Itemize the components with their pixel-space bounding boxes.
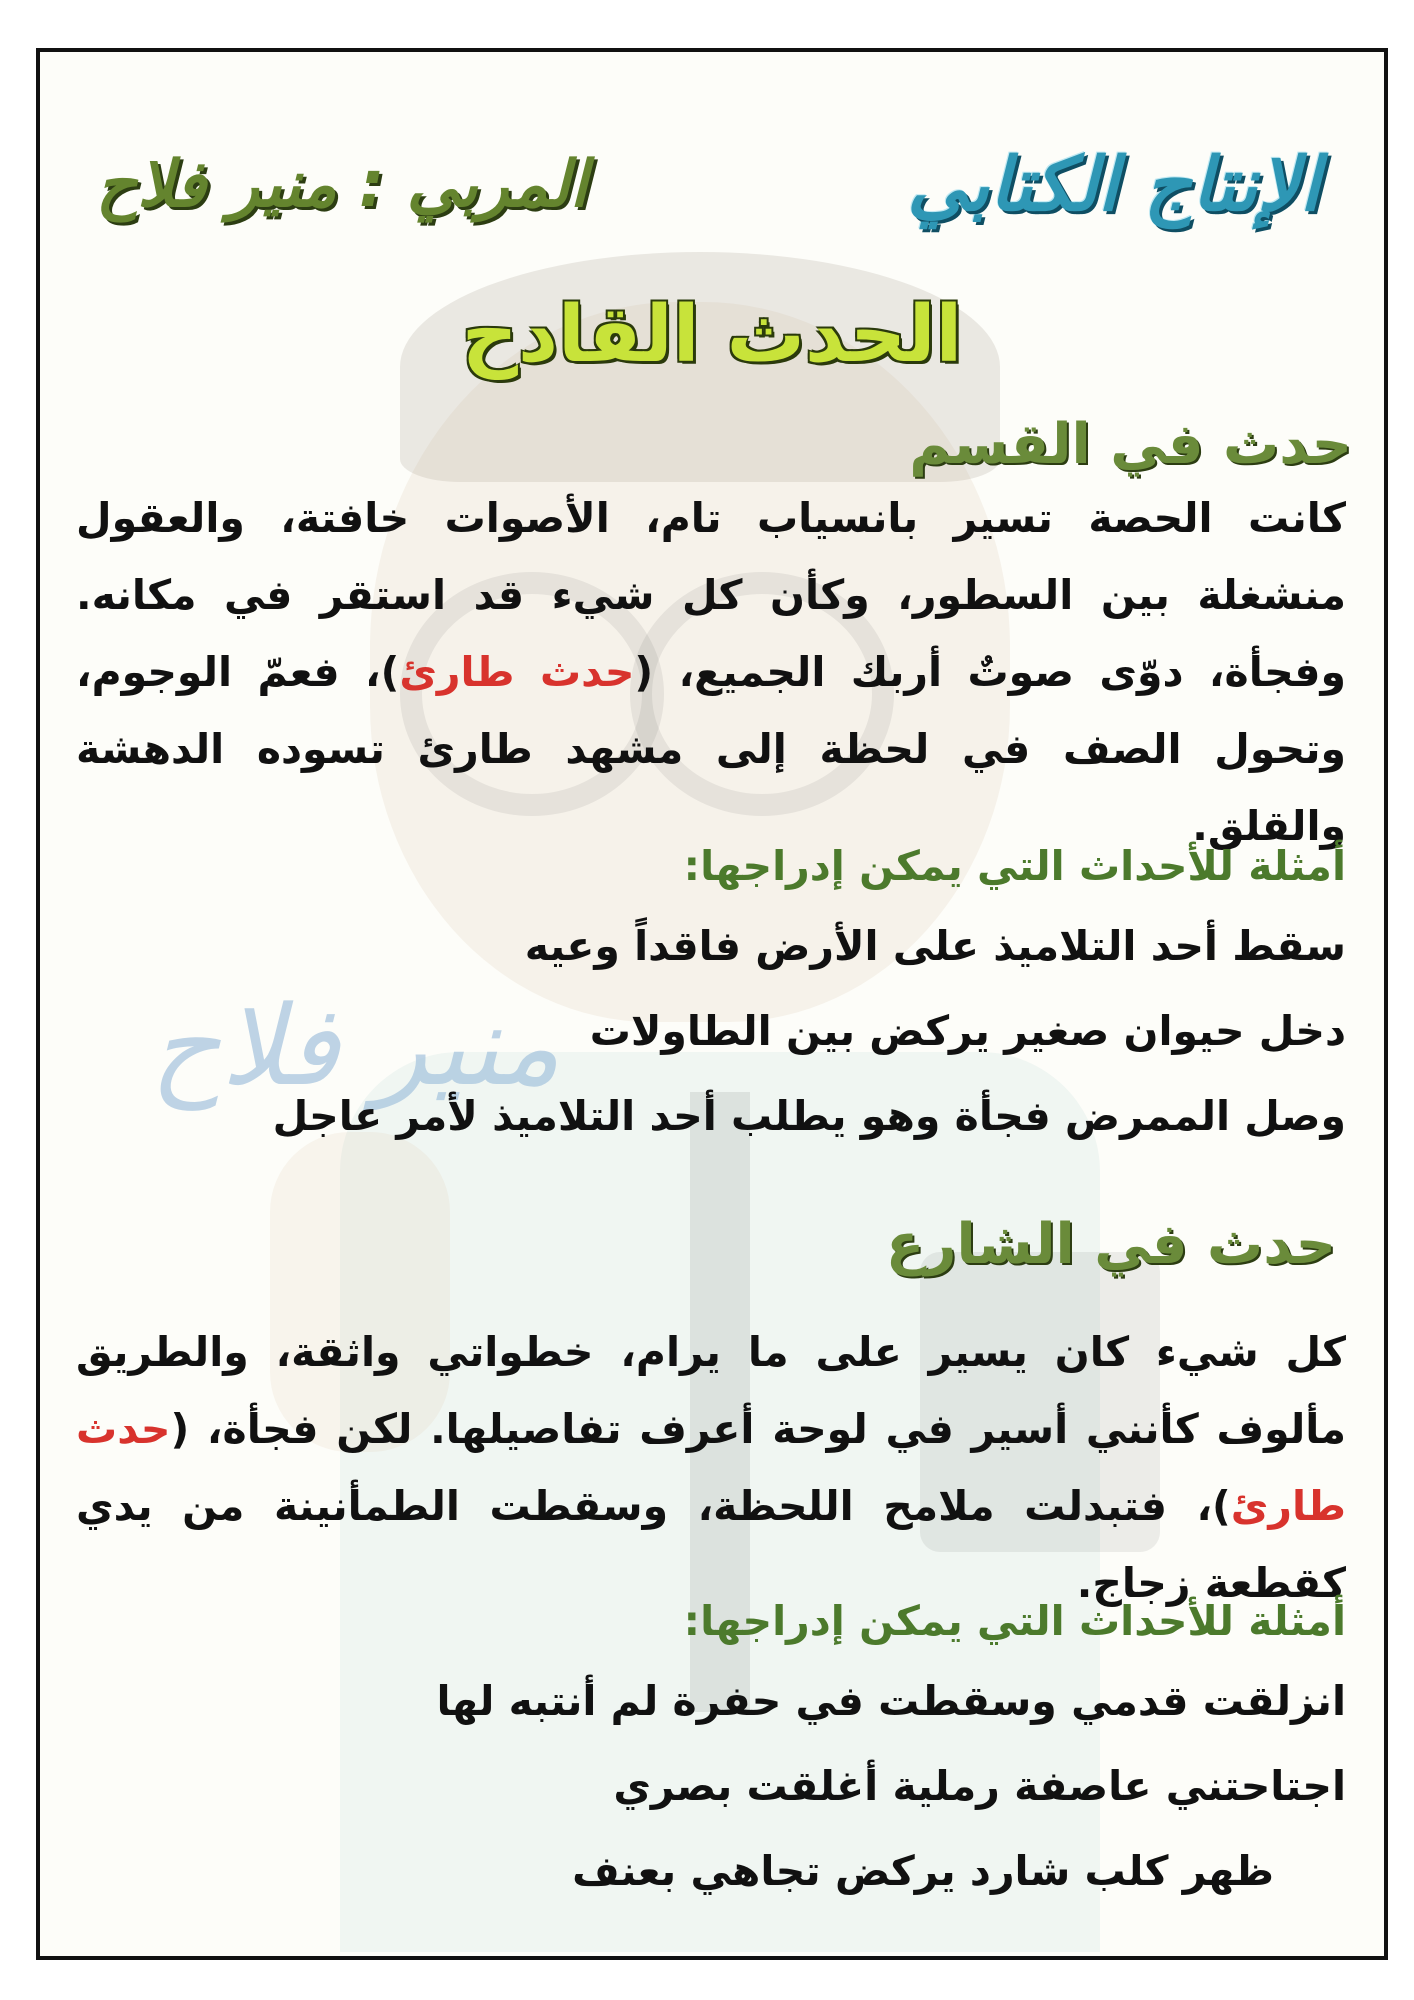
- section1-example-item: سقط أحد التلاميذ على الأرض فاقداً وعيه: [524, 922, 1346, 970]
- section-title-street: حدث في الشارع: [885, 1212, 1336, 1277]
- section2-examples-heading: أمثلة للأحداث التي يمكن إدراجها:: [683, 1597, 1346, 1645]
- section1-example-item: وصل الممرض فجأة وهو يطلب أحد التلاميذ لأمر عاجل: [272, 1092, 1346, 1140]
- worksheet-page: [36, 48, 1388, 1960]
- section2-example-item: اجتاحتني عاصفة رملية أغلقت بصري: [613, 1762, 1346, 1810]
- section1-text-start: كانت الحصة تسير بانسياب تام، الأصوات خافتة، والعقول منشغلة بين السطور، وكأن كل شيء قد استقر في مكانه. وفجأة، دوّى صوتٌ أربك الجميع، (: [76, 494, 1346, 696]
- section1-paragraph: [76, 480, 1346, 865]
- teacher-name: المربي : منير فلاح: [96, 148, 588, 222]
- watermark-signature: منير فلاح: [150, 982, 561, 1110]
- section2-example-item: ظهر كلب شارد يركض تجاهي بعنف: [572, 1847, 1274, 1895]
- section1-text-end: )، فعمّ الوجوم، وتحول الصف في لحظة إلى مشهد طارئ تسوده الدهشة والقلق.: [76, 648, 1346, 850]
- main-title: الحدث القادح: [461, 290, 963, 380]
- section2-highlight: حدث طارئ: [76, 1405, 1346, 1530]
- header-title: الإنتاج الكتابي: [907, 142, 1320, 228]
- section2-text-end: )، فتبدلت ملامح اللحظة، وسقطت الطمأنينة من يدي كقطعة زجاج.: [76, 1482, 1346, 1607]
- section1-highlight: حدث طارئ: [399, 648, 635, 696]
- section2-paragraph: [76, 1314, 1346, 1622]
- section-title-classroom: حدث في القسم: [909, 412, 1352, 477]
- section1-examples-heading: أمثلة للأحداث التي يمكن إدراجها:: [683, 842, 1346, 890]
- section1-example-item: دخل حيوان صغير يركض بين الطاولات: [589, 1007, 1346, 1055]
- section2-text-start: كل شيء كان يسير على ما يرام، خطواتي واثقة، والطريق مألوف كأنني أسير في لوحة أعرف تفاصيلها. لكن فجأة، (: [76, 1328, 1346, 1453]
- section2-example-item: انزلقت قدمي وسقطت في حفرة لم أنتبه لها: [436, 1677, 1346, 1725]
